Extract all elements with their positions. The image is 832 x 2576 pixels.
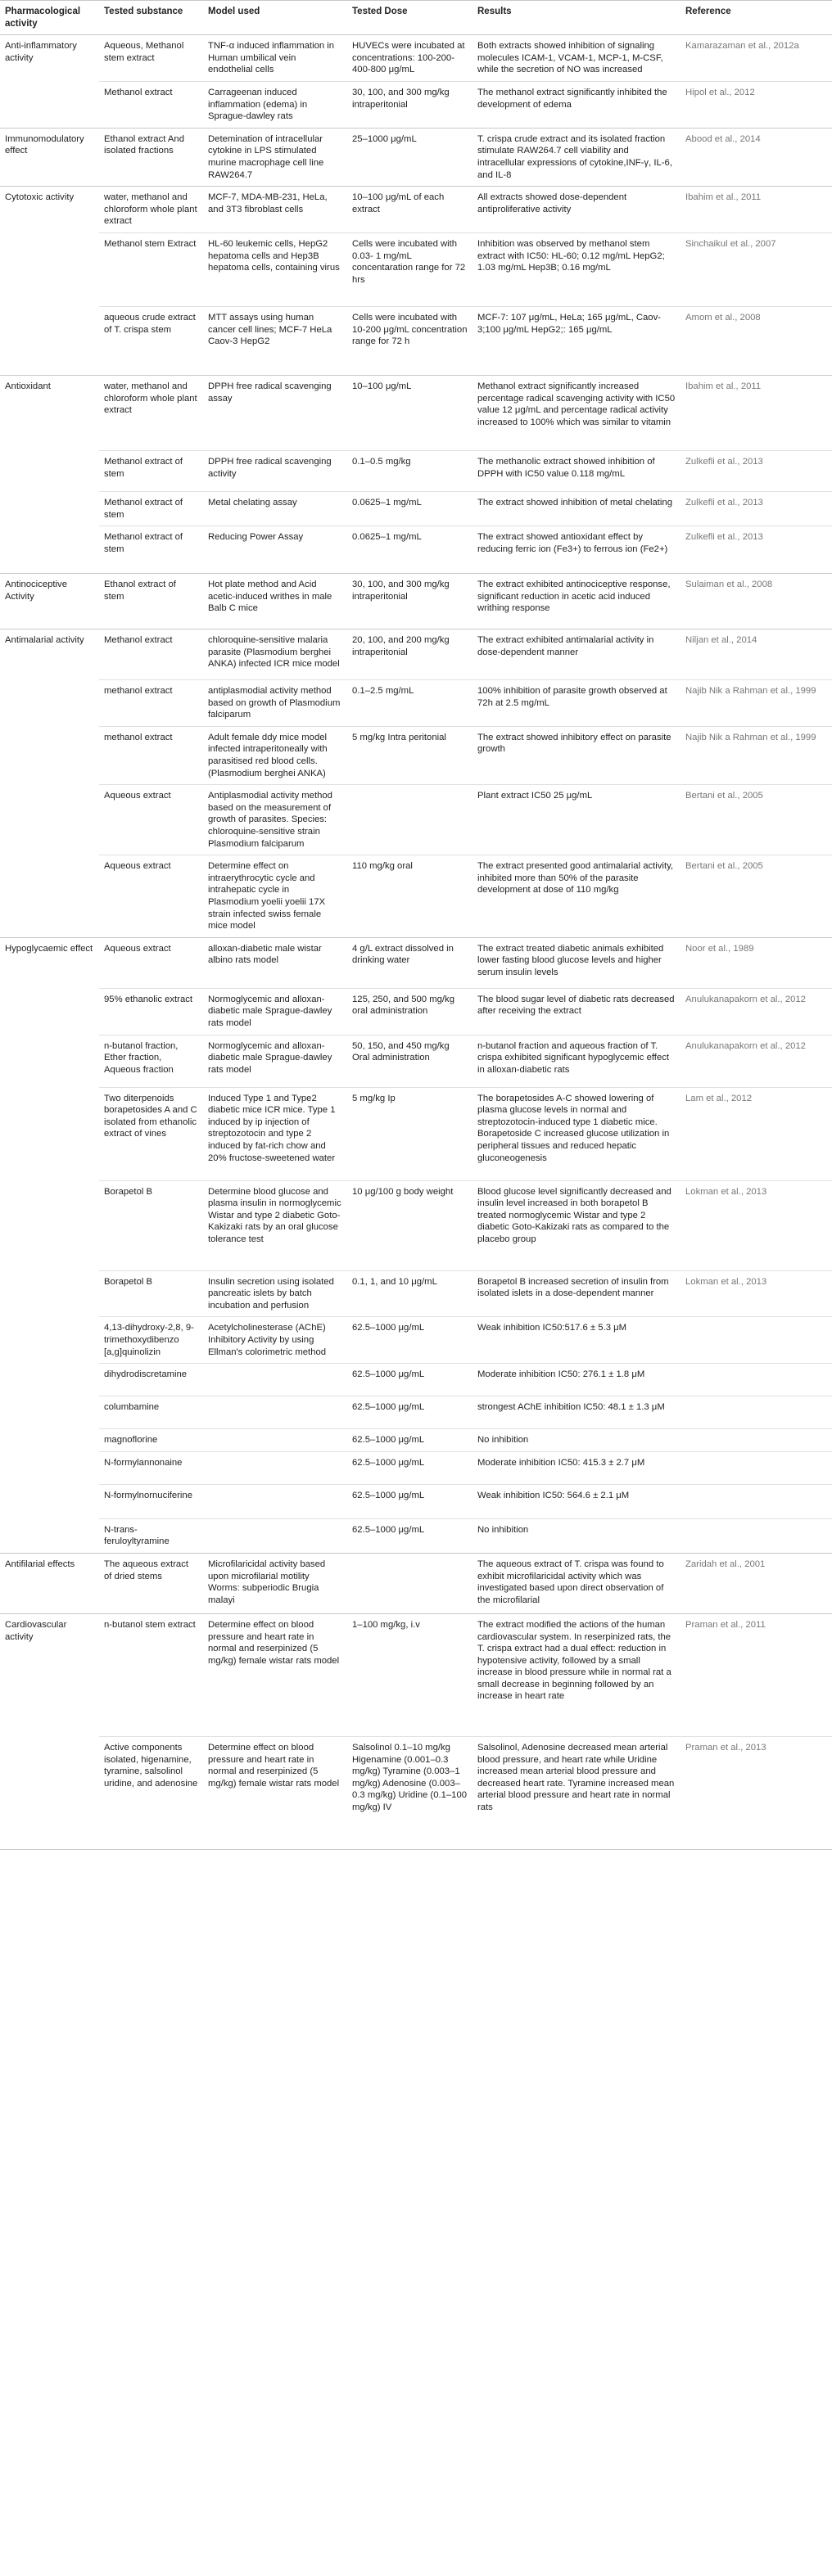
substance-cell: methanol extract: [99, 680, 203, 727]
activity-cell: Antifilarial effects: [0, 1553, 99, 1613]
model-cell: Determine blood glucose and plasma insulin in normoglycemic Wistar and type 2 diabetic Goto-Kakizaki rats by an oral glucose tolerance test: [203, 1180, 347, 1270]
table-row: [0, 1736, 832, 1849]
substance-cell: 95% ethanolic extract: [99, 988, 203, 1035]
result-cell: n-butanol fraction and aqueous fraction of T. crispa exhibited significant hypoglycemic effect in alloxan-diabetic rats: [473, 1035, 681, 1087]
activity-cell: [0, 491, 99, 526]
reference-cell: [681, 1364, 832, 1396]
table-row: [0, 1613, 832, 1736]
reference-cell: Praman et al., 2011: [681, 1613, 832, 1736]
substance-cell: methanol extract: [99, 726, 203, 784]
dose-cell: Salsolinol 0.1–10 mg/kg Higenamine (0.001–0.3 mg/kg) Tyramine (0.003–1 mg/kg) Adenosine (0.003–0.3 mg/kg) Uridine (0.1–100 mg/kg) IV: [347, 1736, 473, 1849]
reference-cell: Zaridah et al., 2001: [681, 1553, 832, 1613]
model-cell: Determine effect on blood pressure and heart rate in normal and reserpinized (5 mg/kg) female wistar rats model: [203, 1613, 347, 1736]
dose-cell: 62.5–1000 μg/mL: [347, 1518, 473, 1553]
reference-cell: Praman et al., 2013: [681, 1736, 832, 1849]
reference-cell: Anulukanapakorn et al., 2012: [681, 988, 832, 1035]
reference-cell: [681, 1484, 832, 1518]
activity-cell: Anti-inflammatory activity: [0, 35, 99, 82]
table-row: [0, 680, 832, 727]
dose-cell: 30, 100, and 300 mg/kg intraperitonial: [347, 81, 473, 128]
model-cell: Insulin secretion using isolated pancreatic islets by batch incubation and perfusion: [203, 1270, 347, 1317]
table-row: [0, 375, 832, 450]
model-cell: Adult female ddy mice model infected intraperitoneally with parasitised red blood cells. (Plasmodium berghei ANKA): [203, 726, 347, 784]
activity-cell: [0, 1736, 99, 1849]
reference-cell: [681, 1396, 832, 1429]
table-row: [0, 1451, 832, 1484]
activity-cell: [0, 1484, 99, 1518]
result-cell: Methanol extract significantly increased percentage radical scavenging activity with IC50 value 12 μg/mL and percentage radical activity increased to 100% which was similar to vitamin: [473, 375, 681, 450]
table-row: [0, 988, 832, 1035]
model-cell: alloxan-diabetic male wistar albino rats model: [203, 937, 347, 988]
substance-cell: Aqueous extract: [99, 937, 203, 988]
dose-cell: 0.0625–1 mg/mL: [347, 526, 473, 574]
result-cell: The methanolic extract showed inhibition of DPPH with IC50 value 0.118 mg/mL: [473, 450, 681, 491]
reference-cell: [681, 1518, 832, 1553]
substance-cell: Aqueous, Methanol stem extract: [99, 35, 203, 82]
table-row: [0, 1035, 832, 1087]
header-reference: Reference: [681, 1, 832, 35]
dose-cell: 62.5–1000 μg/mL: [347, 1364, 473, 1396]
table-row: [0, 1180, 832, 1270]
model-cell: Determine effect on intraerythrocytic cycle and intrahepatic cycle in Plasmodium yoelii yoelii 17X strain infected swiss female mice model: [203, 855, 347, 938]
model-cell: TNF-α induced inflammation in Human umbilical vein endothelial cells: [203, 35, 347, 82]
table-row: [0, 574, 832, 629]
reference-cell: Ibahim et al., 2011: [681, 187, 832, 233]
model-cell: chloroquine-sensitive malaria parasite (Plasmodium berghei ANKA) infected ICR mice model: [203, 629, 347, 680]
table-row: [0, 35, 832, 82]
model-cell: DPPH free radical scavenging activity: [203, 450, 347, 491]
model-cell: [203, 1484, 347, 1518]
dose-cell: [347, 785, 473, 855]
result-cell: The aqueous extract of T. crispa was found to exhibit microfilaricidal activity which was investigated based upon direct observation of the microfilarial: [473, 1553, 681, 1613]
table-row: [0, 450, 832, 491]
result-cell: Blood glucose level significantly decreased and insulin level increased in both borapetol B treated normoglycemic Wistar and type 2 diabetic Goto-Kakizaki rats as compared to the placebo group: [473, 1180, 681, 1270]
dose-cell: 4 g/L extract dissolved in drinking water: [347, 937, 473, 988]
model-cell: Acetylcholinesterase (AChE) Inhibitory Activity by using Ellman's colorimetric method: [203, 1317, 347, 1364]
result-cell: Both extracts showed inhibition of signaling molecules ICAM-1, VCAM-1, MCP-1, M-CSF, while the secretion of NO was increased: [473, 35, 681, 82]
substance-cell: N-trans-feruloyltyramine: [99, 1518, 203, 1553]
model-cell: Detemination of intracellular cytokine in LPS stimulated murine macrophage cell line RAW264.7: [203, 128, 347, 186]
reference-cell: Abood et al., 2014: [681, 128, 832, 186]
result-cell: MCF-7: 107 μg/mL, HeLa; 165 μg/mL, Caov-3;100 μg/mL HepG2;: 165 μg/mL: [473, 306, 681, 375]
table-body: [0, 35, 832, 1850]
activity-cell: [0, 1518, 99, 1553]
result-cell: Moderate inhibition IC50: 276.1 ± 1.8 μM: [473, 1364, 681, 1396]
result-cell: The extract presented good antimalarial activity, inhibited more than 50% of the parasite development at dose of 110 mg/kg: [473, 855, 681, 938]
model-cell: [203, 1518, 347, 1553]
activity-cell: [0, 680, 99, 727]
activity-cell: [0, 1364, 99, 1396]
result-cell: No inhibition: [473, 1429, 681, 1452]
substance-cell: aqueous crude extract of T. crispa stem: [99, 306, 203, 375]
result-cell: Salsolinol, Adenosine decreased mean arterial blood pressure, and heart rate while Uridine increased mean arterial blood pressure and decreased heart rate. Tyramine increased mean arterial blood pressure and heart rate in normal rats: [473, 1736, 681, 1849]
activity-cell: [0, 306, 99, 375]
model-cell: MTT assays using human cancer cell lines; MCF-7 HeLa Caov-3 HepG2: [203, 306, 347, 375]
reference-cell: Amom et al., 2008: [681, 306, 832, 375]
substance-cell: 4,13-dihydroxy-2,8, 9-trimethoxydibenzo [a,g]quinolizin: [99, 1317, 203, 1364]
dose-cell: HUVECs were incubated at concentrations: 100-200-400-800 μg/mL: [347, 35, 473, 82]
header-tested-dose: Tested Dose: [347, 1, 473, 35]
header-pharmacological-activity: Pharmacological activity: [0, 1, 99, 35]
substance-cell: Methanol extract of stem: [99, 450, 203, 491]
activity-cell: Cardiovascular activity: [0, 1613, 99, 1736]
result-cell: No inhibition: [473, 1518, 681, 1553]
reference-cell: Niljan et al., 2014: [681, 629, 832, 680]
dose-cell: 0.1–2.5 mg/mL: [347, 680, 473, 727]
dose-cell: 30, 100, and 300 mg/kg intraperitonial: [347, 574, 473, 629]
model-cell: [203, 1364, 347, 1396]
substance-cell: Two diterpenoids borapetosides A and C isolated from ethanolic extract of vines: [99, 1087, 203, 1180]
model-cell: Normoglycemic and alloxan-diabetic male Sprague-dawley rats model: [203, 988, 347, 1035]
dose-cell: 1–100 mg/kg, i.v: [347, 1613, 473, 1736]
activity-cell: [0, 785, 99, 855]
substance-cell: Ethanol extract of stem: [99, 574, 203, 629]
result-cell: Moderate inhibition IC50: 415.3 ± 2.7 μM: [473, 1451, 681, 1484]
table-row: [0, 81, 832, 128]
dose-cell: 62.5–1000 μg/mL: [347, 1484, 473, 1518]
result-cell: The extract exhibited antinociceptive response, significant reduction in acetic acid induced writhing response: [473, 574, 681, 629]
result-cell: The blood sugar level of diabetic rats decreased after receiving the extract: [473, 988, 681, 1035]
table-row: [0, 491, 832, 526]
dose-cell: 25–1000 μg/mL: [347, 128, 473, 186]
substance-cell: n-butanol stem extract: [99, 1613, 203, 1736]
result-cell: The methanol extract significantly inhibited the development of edema: [473, 81, 681, 128]
dose-cell: 62.5–1000 μg/mL: [347, 1451, 473, 1484]
header-tested-substance: Tested substance: [99, 1, 203, 35]
substance-cell: N-formylnornuciferine: [99, 1484, 203, 1518]
activity-cell: [0, 988, 99, 1035]
reference-cell: [681, 1429, 832, 1452]
dose-cell: 62.5–1000 μg/mL: [347, 1317, 473, 1364]
result-cell: Inhibition was observed by methanol stem extract with IC50: HL-60; 0.12 mg/mL HepG2; 1.03 mg/mL Hep3B; 0.16 mg/mL: [473, 232, 681, 306]
model-cell: Hot plate method and Acid acetic-induced writhes in male Balb C mice: [203, 574, 347, 629]
result-cell: The extract showed inhibitory effect on parasite growth: [473, 726, 681, 784]
result-cell: The extract exhibited antimalarial activity in dose-dependent manner: [473, 629, 681, 680]
model-cell: Normoglycemic and alloxan-diabetic male Sprague-dawley rats model: [203, 1035, 347, 1087]
model-cell: HL-60 leukemic cells, HepG2 hepatoma cells and Hep3B hepatoma cells, containing virus: [203, 232, 347, 306]
substance-cell: Active components isolated, higenamine, tyramine, salsolinol uridine, and adenosine: [99, 1736, 203, 1849]
header-results: Results: [473, 1, 681, 35]
activity-cell: [0, 1396, 99, 1429]
substance-cell: N-formylannonaine: [99, 1451, 203, 1484]
model-cell: antiplasmodial activity method based on growth of Plasmodium falciparum: [203, 680, 347, 727]
reference-cell: Bertani et al., 2005: [681, 785, 832, 855]
table-row: [0, 1364, 832, 1396]
activity-cell: Antioxidant: [0, 375, 99, 450]
activity-cell: [0, 232, 99, 306]
dose-cell: 0.1–0.5 mg/kg: [347, 450, 473, 491]
dose-cell: 0.0625–1 mg/mL: [347, 491, 473, 526]
substance-cell: Methanol stem Extract: [99, 232, 203, 306]
model-cell: Reducing Power Assay: [203, 526, 347, 574]
dose-cell: 10–100 μg/mL of each extract: [347, 187, 473, 233]
dose-cell: Cells were incubated with 0.03- 1 mg/mL concentaration range for 72 hrs: [347, 232, 473, 306]
reference-cell: Lokman et al., 2013: [681, 1180, 832, 1270]
substance-cell: Aqueous extract: [99, 855, 203, 938]
table-row: [0, 232, 832, 306]
header-model-used: Model used: [203, 1, 347, 35]
table-row: [0, 306, 832, 375]
reference-cell: Kamarazaman et al., 2012a: [681, 35, 832, 82]
activity-cell: [0, 1451, 99, 1484]
table-row: [0, 785, 832, 855]
reference-cell: Hipol et al., 2012: [681, 81, 832, 128]
header-row: [0, 1, 832, 35]
dose-cell: 20, 100, and 200 mg/kg intraperitonial: [347, 629, 473, 680]
model-cell: Antiplasmodial activity method based on the measurement of growth of parasites. Species: chloroquine-sensitive strain Plasmodium falciparum: [203, 785, 347, 855]
activity-cell: [0, 1087, 99, 1180]
substance-cell: Borapetol B: [99, 1180, 203, 1270]
table-row: [0, 1087, 832, 1180]
result-cell: Plant extract IC50 25 μg/mL: [473, 785, 681, 855]
dose-cell: 50, 150, and 450 mg/kg Oral administration: [347, 1035, 473, 1087]
dose-cell: 5 mg/kg Ip: [347, 1087, 473, 1180]
substance-cell: n-butanol fraction, Ether fraction, Aqueous fraction: [99, 1035, 203, 1087]
substance-cell: water, methanol and chloroform whole plant extract: [99, 375, 203, 450]
table-row: [0, 1553, 832, 1613]
activity-cell: [0, 1180, 99, 1270]
activity-cell: Antinociceptive Activity: [0, 574, 99, 629]
activity-cell: [0, 81, 99, 128]
table-row: [0, 1317, 832, 1364]
table-row: [0, 187, 832, 233]
result-cell: T. crispa crude extract and its isolated fraction stimulate RAW264.7 cell viability and intracellular expressions of cytokine,INF-γ, IL-6, and IL-8: [473, 128, 681, 186]
dose-cell: 5 mg/kg Intra peritonial: [347, 726, 473, 784]
result-cell: Weak inhibition IC50: 564.6 ± 2.1 μM: [473, 1484, 681, 1518]
table-row: [0, 1429, 832, 1452]
substance-cell: Methanol extract: [99, 81, 203, 128]
substance-cell: magnoflorine: [99, 1429, 203, 1452]
reference-cell: Najib Nik a Rahman et al., 1999: [681, 726, 832, 784]
table-row: [0, 855, 832, 938]
reference-cell: [681, 1451, 832, 1484]
activity-cell: Cytotoxic activity: [0, 187, 99, 233]
result-cell: Borapetol B increased secretion of insulin from isolated islets in a dose-dependent manner: [473, 1270, 681, 1317]
model-cell: [203, 1451, 347, 1484]
result-cell: The extract showed antioxidant effect by reducing ferric ion (Fe3+) to ferrous ion (Fe2+): [473, 526, 681, 574]
dose-cell: [347, 1553, 473, 1613]
activity-cell: Immunomodulatory effect: [0, 128, 99, 186]
reference-cell: Noor et al., 1989: [681, 937, 832, 988]
reference-cell: Zulkefli et al., 2013: [681, 450, 832, 491]
activity-cell: [0, 1035, 99, 1087]
substance-cell: Methanol extract of stem: [99, 491, 203, 526]
table-row: [0, 1270, 832, 1317]
table-row: [0, 526, 832, 574]
substance-cell: dihydrodiscretamine: [99, 1364, 203, 1396]
reference-cell: Bertani et al., 2005: [681, 855, 832, 938]
activity-cell: [0, 1429, 99, 1452]
reference-cell: Lam et al., 2012: [681, 1087, 832, 1180]
reference-cell: Anulukanapakorn et al., 2012: [681, 1035, 832, 1087]
dose-cell: 62.5–1000 μg/mL: [347, 1396, 473, 1429]
substance-cell: columbamine: [99, 1396, 203, 1429]
dose-cell: 125, 250, and 500 mg/kg oral administration: [347, 988, 473, 1035]
table-header: [0, 1, 832, 35]
reference-cell: Sinchaikul et al., 2007: [681, 232, 832, 306]
model-cell: DPPH free radical scavenging assay: [203, 375, 347, 450]
result-cell: The extract modified the actions of the human cardiovascular system. In reserpinized rats, the T. crispa extract had a dual effect: reduction in hypotensive activity, followed by a small increase in blood pressure while in normal rat a small decrease in beginning followed by an increase in heart rate: [473, 1613, 681, 1736]
dose-cell: 62.5–1000 μg/mL: [347, 1429, 473, 1452]
result-cell: The extract treated diabetic animals exhibited lower fasting blood glucose levels and higher serum insulin levels: [473, 937, 681, 988]
activity-cell: [0, 855, 99, 938]
table-row: [0, 726, 832, 784]
model-cell: Carrageenan induced inflammation (edema) in Sprague-dawley rats: [203, 81, 347, 128]
reference-cell: [681, 1317, 832, 1364]
activity-cell: [0, 1317, 99, 1364]
result-cell: 100% inhibition of parasite growth observed at 72h at 2.5 mg/mL: [473, 680, 681, 727]
reference-cell: Najib Nik a Rahman et al., 1999: [681, 680, 832, 727]
activity-cell: [0, 450, 99, 491]
dose-cell: 0.1, 1, and 10 μg/mL: [347, 1270, 473, 1317]
model-cell: MCF-7, MDA-MB-231, HeLa, and 3T3 fibroblast cells: [203, 187, 347, 233]
model-cell: Determine effect on blood pressure and heart rate in normal and reserpinized (5 mg/kg) female wistar rats model: [203, 1736, 347, 1849]
substance-cell: The aqueous extract of dried stems: [99, 1553, 203, 1613]
substance-cell: Methanol extract: [99, 629, 203, 680]
dose-cell: Cells were incubated with 10-200 μg/mL concentration range for 72 h: [347, 306, 473, 375]
substance-cell: Aqueous extract: [99, 785, 203, 855]
substance-cell: Methanol extract of stem: [99, 526, 203, 574]
activity-cell: [0, 1270, 99, 1317]
table-row: [0, 629, 832, 680]
reference-cell: Lokman et al., 2013: [681, 1270, 832, 1317]
reference-cell: Sulaiman et al., 2008: [681, 574, 832, 629]
model-cell: Microfilaricidal activity based upon microfilarial motility Worms: subperiodic Brugia malayi: [203, 1553, 347, 1613]
model-cell: Induced Type 1 and Type2 diabetic mice ICR mice. Type 1 induced by ip injection of streptozotocin and type 2 induced by fat-rich chow and 20% fructose-sweetened water: [203, 1087, 347, 1180]
dose-cell: 10 μg/100 g body weight: [347, 1180, 473, 1270]
substance-cell: Ethanol extract And isolated fractions: [99, 128, 203, 186]
activity-cell: Hypoglycaemic effect: [0, 937, 99, 988]
model-cell: [203, 1396, 347, 1429]
result-cell: All extracts showed dose-dependent antiproliferative activity: [473, 187, 681, 233]
activity-cell: [0, 526, 99, 574]
activity-cell: Antimalarial activity: [0, 629, 99, 680]
table-row: [0, 1396, 832, 1429]
reference-cell: Ibahim et al., 2011: [681, 375, 832, 450]
model-cell: [203, 1429, 347, 1452]
reference-cell: Zulkefli et al., 2013: [681, 526, 832, 574]
reference-cell: Zulkefli et al., 2013: [681, 491, 832, 526]
activity-cell: [0, 726, 99, 784]
dose-cell: 110 mg/kg oral: [347, 855, 473, 938]
substance-cell: water, methanol and chloroform whole plant extract: [99, 187, 203, 233]
result-cell: Weak inhibition IC50:517.6 ± 5.3 μM: [473, 1317, 681, 1364]
substance-cell: Borapetol B: [99, 1270, 203, 1317]
result-cell: strongest AChE inhibition IC50: 48.1 ± 1.3 μM: [473, 1396, 681, 1429]
result-cell: The extract showed inhibition of metal chelating: [473, 491, 681, 526]
table-row: [0, 128, 832, 186]
table-row: [0, 937, 832, 988]
table-row: [0, 1518, 832, 1553]
model-cell: Metal chelating assay: [203, 491, 347, 526]
dose-cell: 10–100 μg/mL: [347, 375, 473, 450]
result-cell: The borapetosides A-C showed lowering of plasma glucose levels in normal and streptozotocin-induced type 1 diabetic mice. Borapetoside C increased glucose utilization in peripheral tissues and reduced hepatic gluconeogenesis: [473, 1087, 681, 1180]
table-row: [0, 1484, 832, 1518]
